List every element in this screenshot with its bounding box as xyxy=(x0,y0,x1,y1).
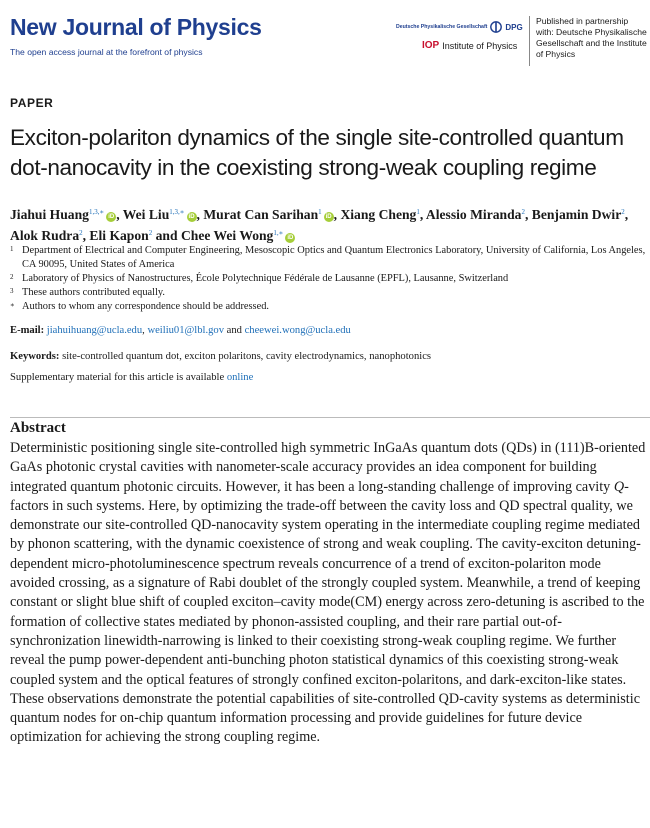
author-affiliation-sup: 1,∗ xyxy=(273,229,284,237)
author-affiliation-sup: 2 xyxy=(621,208,625,216)
author-name[interactable]: Alok Rudra xyxy=(10,228,80,243)
section-label: PAPER xyxy=(10,96,54,110)
email-line xyxy=(10,325,351,336)
affiliation xyxy=(10,286,646,300)
author-name[interactable]: Benjamin Dwir xyxy=(531,207,622,222)
author xyxy=(123,207,197,222)
supplementary-line xyxy=(10,372,253,383)
author xyxy=(203,207,333,222)
dpg-name: Deutsche Physikalische Gesellschaft xyxy=(396,24,488,30)
masthead xyxy=(0,0,650,80)
email-and: and xyxy=(224,325,245,336)
author xyxy=(10,207,116,222)
abstract-text-1: Deterministic positioning single site-controlled high symmetric InGaAs quantum dots (QDs) in (111)B-oriented GaAs photonic crystal cavities with nanometer-scale accuracy provides an idea component for building integrated quantum photonic circuits. However, it has been a long-standing challenge of improving cavity xyxy=(10,440,646,495)
orcid-icon[interactable]: iD xyxy=(325,214,332,220)
affiliation-number: 2 xyxy=(10,273,14,281)
keywords-line xyxy=(10,351,431,362)
affiliation-number: 1 xyxy=(10,245,14,253)
affiliations xyxy=(10,244,646,314)
affiliation-text: These authors contributed equally. xyxy=(22,287,166,298)
paper-title: Exciton-polariton dynamics of the single site-controlled quantum dot-nanocavity in the coexisting strong-weak coupling regime xyxy=(10,125,624,180)
affiliation-number: 3 xyxy=(10,287,14,295)
abstract-q-symbol: Q xyxy=(613,478,625,495)
orcid-icon[interactable]: iD xyxy=(108,214,115,220)
dpg-logo[interactable] xyxy=(396,21,523,33)
supplementary-text: Supplementary material for this article is available xyxy=(10,372,227,383)
affiliation xyxy=(10,244,646,272)
author-affiliation-sup: 2 xyxy=(79,229,83,237)
email-link-3[interactable]: cheewei.wong@ucla.edu xyxy=(244,325,351,336)
partner-divider xyxy=(529,16,530,66)
orcid-icon[interactable]: iD xyxy=(287,235,294,241)
author-affiliation-sup: 1 xyxy=(318,208,322,216)
author xyxy=(426,207,525,222)
author-name[interactable]: Chee Wei Wong xyxy=(180,228,274,243)
keywords-text: site-controlled quantum dot, exciton polaritons, cavity electrodynamics, nanophotonics xyxy=(62,351,432,362)
author-affiliation-sup: 1,3,∗ xyxy=(169,208,185,216)
journal-title[interactable]: New Journal of Physics xyxy=(10,14,262,40)
author-affiliation-sup: 1,3,∗ xyxy=(88,208,105,216)
author xyxy=(181,228,295,243)
author-affiliation-sup: 2 xyxy=(521,208,525,216)
author-name[interactable]: Xiang Cheng xyxy=(340,207,417,222)
affiliation-number: ∗ xyxy=(10,301,15,309)
author xyxy=(532,207,625,222)
abstract-body xyxy=(10,439,646,748)
iop-name: Institute of Physics xyxy=(442,40,518,51)
dpg-emblem-icon xyxy=(490,21,502,33)
author xyxy=(340,207,419,222)
email-sep: , xyxy=(142,325,148,336)
partnership-text: Published in partnership with: Deutsche Physikalische Gesellschaft and the Institute of Physics xyxy=(536,16,647,59)
journal-tagline: The open access journal at the forefront of physics xyxy=(10,47,203,57)
affiliation xyxy=(10,272,646,286)
supplementary-link[interactable]: online xyxy=(226,372,254,383)
author-affiliation-sup: 1 xyxy=(416,208,420,216)
iop-logo[interactable] xyxy=(422,40,517,51)
orcid-icon[interactable]: iD xyxy=(188,214,195,220)
author xyxy=(10,228,83,243)
author-affiliation-sup: 2 xyxy=(148,229,153,237)
author-name[interactable]: Jiahui Huang xyxy=(10,207,89,222)
author-name[interactable]: Eli Kapon xyxy=(89,228,149,243)
author-list: Jiahui Huang$^{1,3,∗}$iD , Wei Liu$^{1,3,∗}$iD , Murat Can Sarihan$^1$iD , Xiang Cheng$^1$, Alessio Miranda$^2$, Benjamin Dwir$^2$, Alok Rudra$^2$, Eli Kapon$^2$ and Chee Wei Wong$^{1,∗}$iD xyxy=(10,207,629,243)
section-divider xyxy=(10,417,650,418)
dpg-logo-text: DPG xyxy=(505,22,523,32)
affiliation xyxy=(10,300,646,314)
abstract-text-2: -factors in such systems. Here, by optimizing the trade-off between the cavity loss and QD spectral quality, we demonstrate our site-controlled QD-nanocavity system operating in the intermediate coupling regime mediated by phonon scattering, with the dynamic coexistence of strong and weak coupling. The cavity-exciton detuning-dependent micro-photoluminescence spectrum reveals concurrence of a trend of exciton-polariton mode avoided crossing, as a signature of Rabi doublet of the strongly coupled system. Meanwhile, a trend of keeping constant or slight blue shift of coupled exciton–cavity mode(CM) energy across zero-detuning is ascribed to the formation of collective states mediated by phonon-assisted coupling, and their rare partial out-of-synchronization linewidth-narrowing is linked to their coexisting strong-weak coupling regime. We further reveal the pump power-dependent anti-bunching photon statistical dynamics of this coexisting strong-weak coupled system and the optical features of strongly confined exciton-polaritons, and dark-exciton-like states. These observations demonstrate the potential capabilities of site-controlled QD-cavity systems as deterministic quantum nodes for on-chip quantum information processing and provide guidelines for future device optimization for achieving the strong coupling regime. xyxy=(10,478,645,746)
email-link-1[interactable]: jiahuihuang@ucla.edu xyxy=(46,325,143,336)
affiliation-text: Department of Electrical and Computer Engineering, Mesoscopic Optics and Quantum Electronics Laboratory, University of California, Los Angeles, CA 90095, United States of America xyxy=(22,245,646,270)
author-name[interactable]: Alessio Miranda xyxy=(425,207,522,222)
abstract-heading: Abstract xyxy=(10,420,66,436)
author-name[interactable]: Murat Can Sarihan xyxy=(203,207,319,222)
iop-mark: IOP xyxy=(422,40,440,51)
keywords-label: Keywords: xyxy=(10,351,60,362)
author xyxy=(89,228,152,243)
email-label: E-mail: xyxy=(10,325,45,336)
affiliation-text: Authors to whom any correspondence should be addressed. xyxy=(22,301,270,312)
affiliation-text: Laboratory of Physics of Nanostructures, École Polytechnique Fédérale de Lausanne (EPFL), Lausanne, Switzerland xyxy=(22,273,509,284)
author-name[interactable]: Wei Liu xyxy=(122,207,170,222)
email-link-2[interactable]: weiliu01@lbl.gov xyxy=(147,325,225,336)
